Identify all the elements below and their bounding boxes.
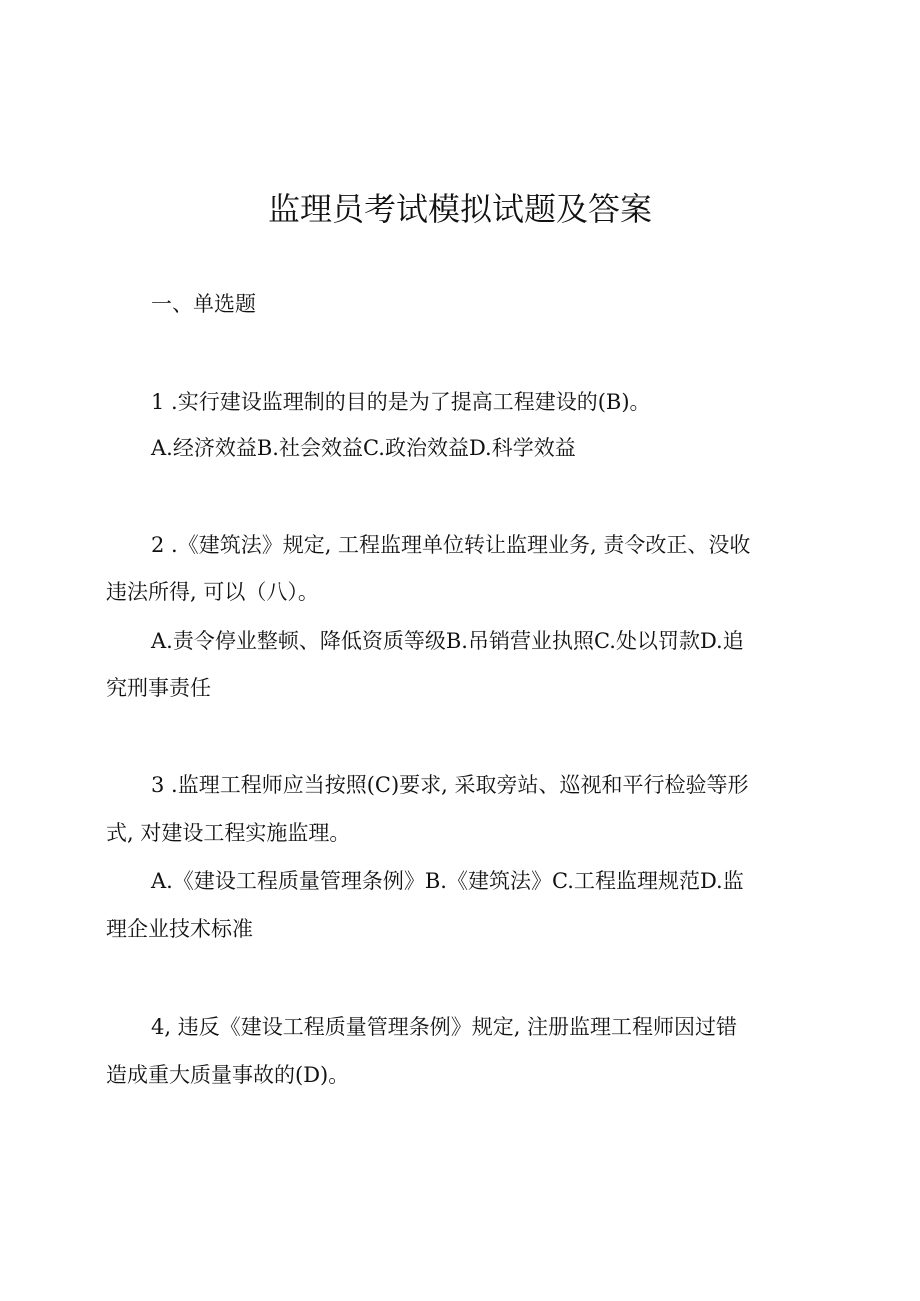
question-3-stem-line-2: 式, 对建设工程实施监理。 (106, 821, 351, 845)
question-4-stem-line-1: 4, 违反《建设工程质量管理条例》规定, 注册监理工程师因过错 (151, 1015, 738, 1039)
question-2-options-line-2: 究刑事责任 (106, 676, 211, 700)
section-heading: 一、单选题 (151, 292, 256, 316)
question-3-stem-line-1: 3 .监理工程师应当按照(C)要求, 采取旁站、巡视和平行检验等形 (151, 773, 749, 797)
question-2-options-line-1: A.责令停业整顿、降低资质等级B.吊销营业执照C.处以罚款D.追 (151, 629, 744, 653)
question-2-stem-line-2: 违法所得, 可以（八）。 (106, 580, 319, 604)
question-4-stem-line-2: 造成重大质量事故的(D)。 (106, 1063, 350, 1087)
question-3-options-line-1: A.《建设工程质量管理条例》B.《建筑法》C.工程监理规范D.监 (151, 869, 744, 893)
question-1-options: A.经济效益B.社会效益C.政治效益D.科学效益 (151, 436, 576, 460)
document-title: 监理员考试模拟试题及答案 (267, 190, 652, 228)
question-3-options-line-2: 理企业技术标准 (106, 917, 253, 941)
question-2-stem-line-1: 2 .《建筑法》规定, 工程监理单位转让监理业务, 责令改正、没收 (151, 533, 751, 557)
question-1-stem: 1 .实行建设监理制的目的是为了提高工程建设的(B)。 (151, 390, 651, 414)
